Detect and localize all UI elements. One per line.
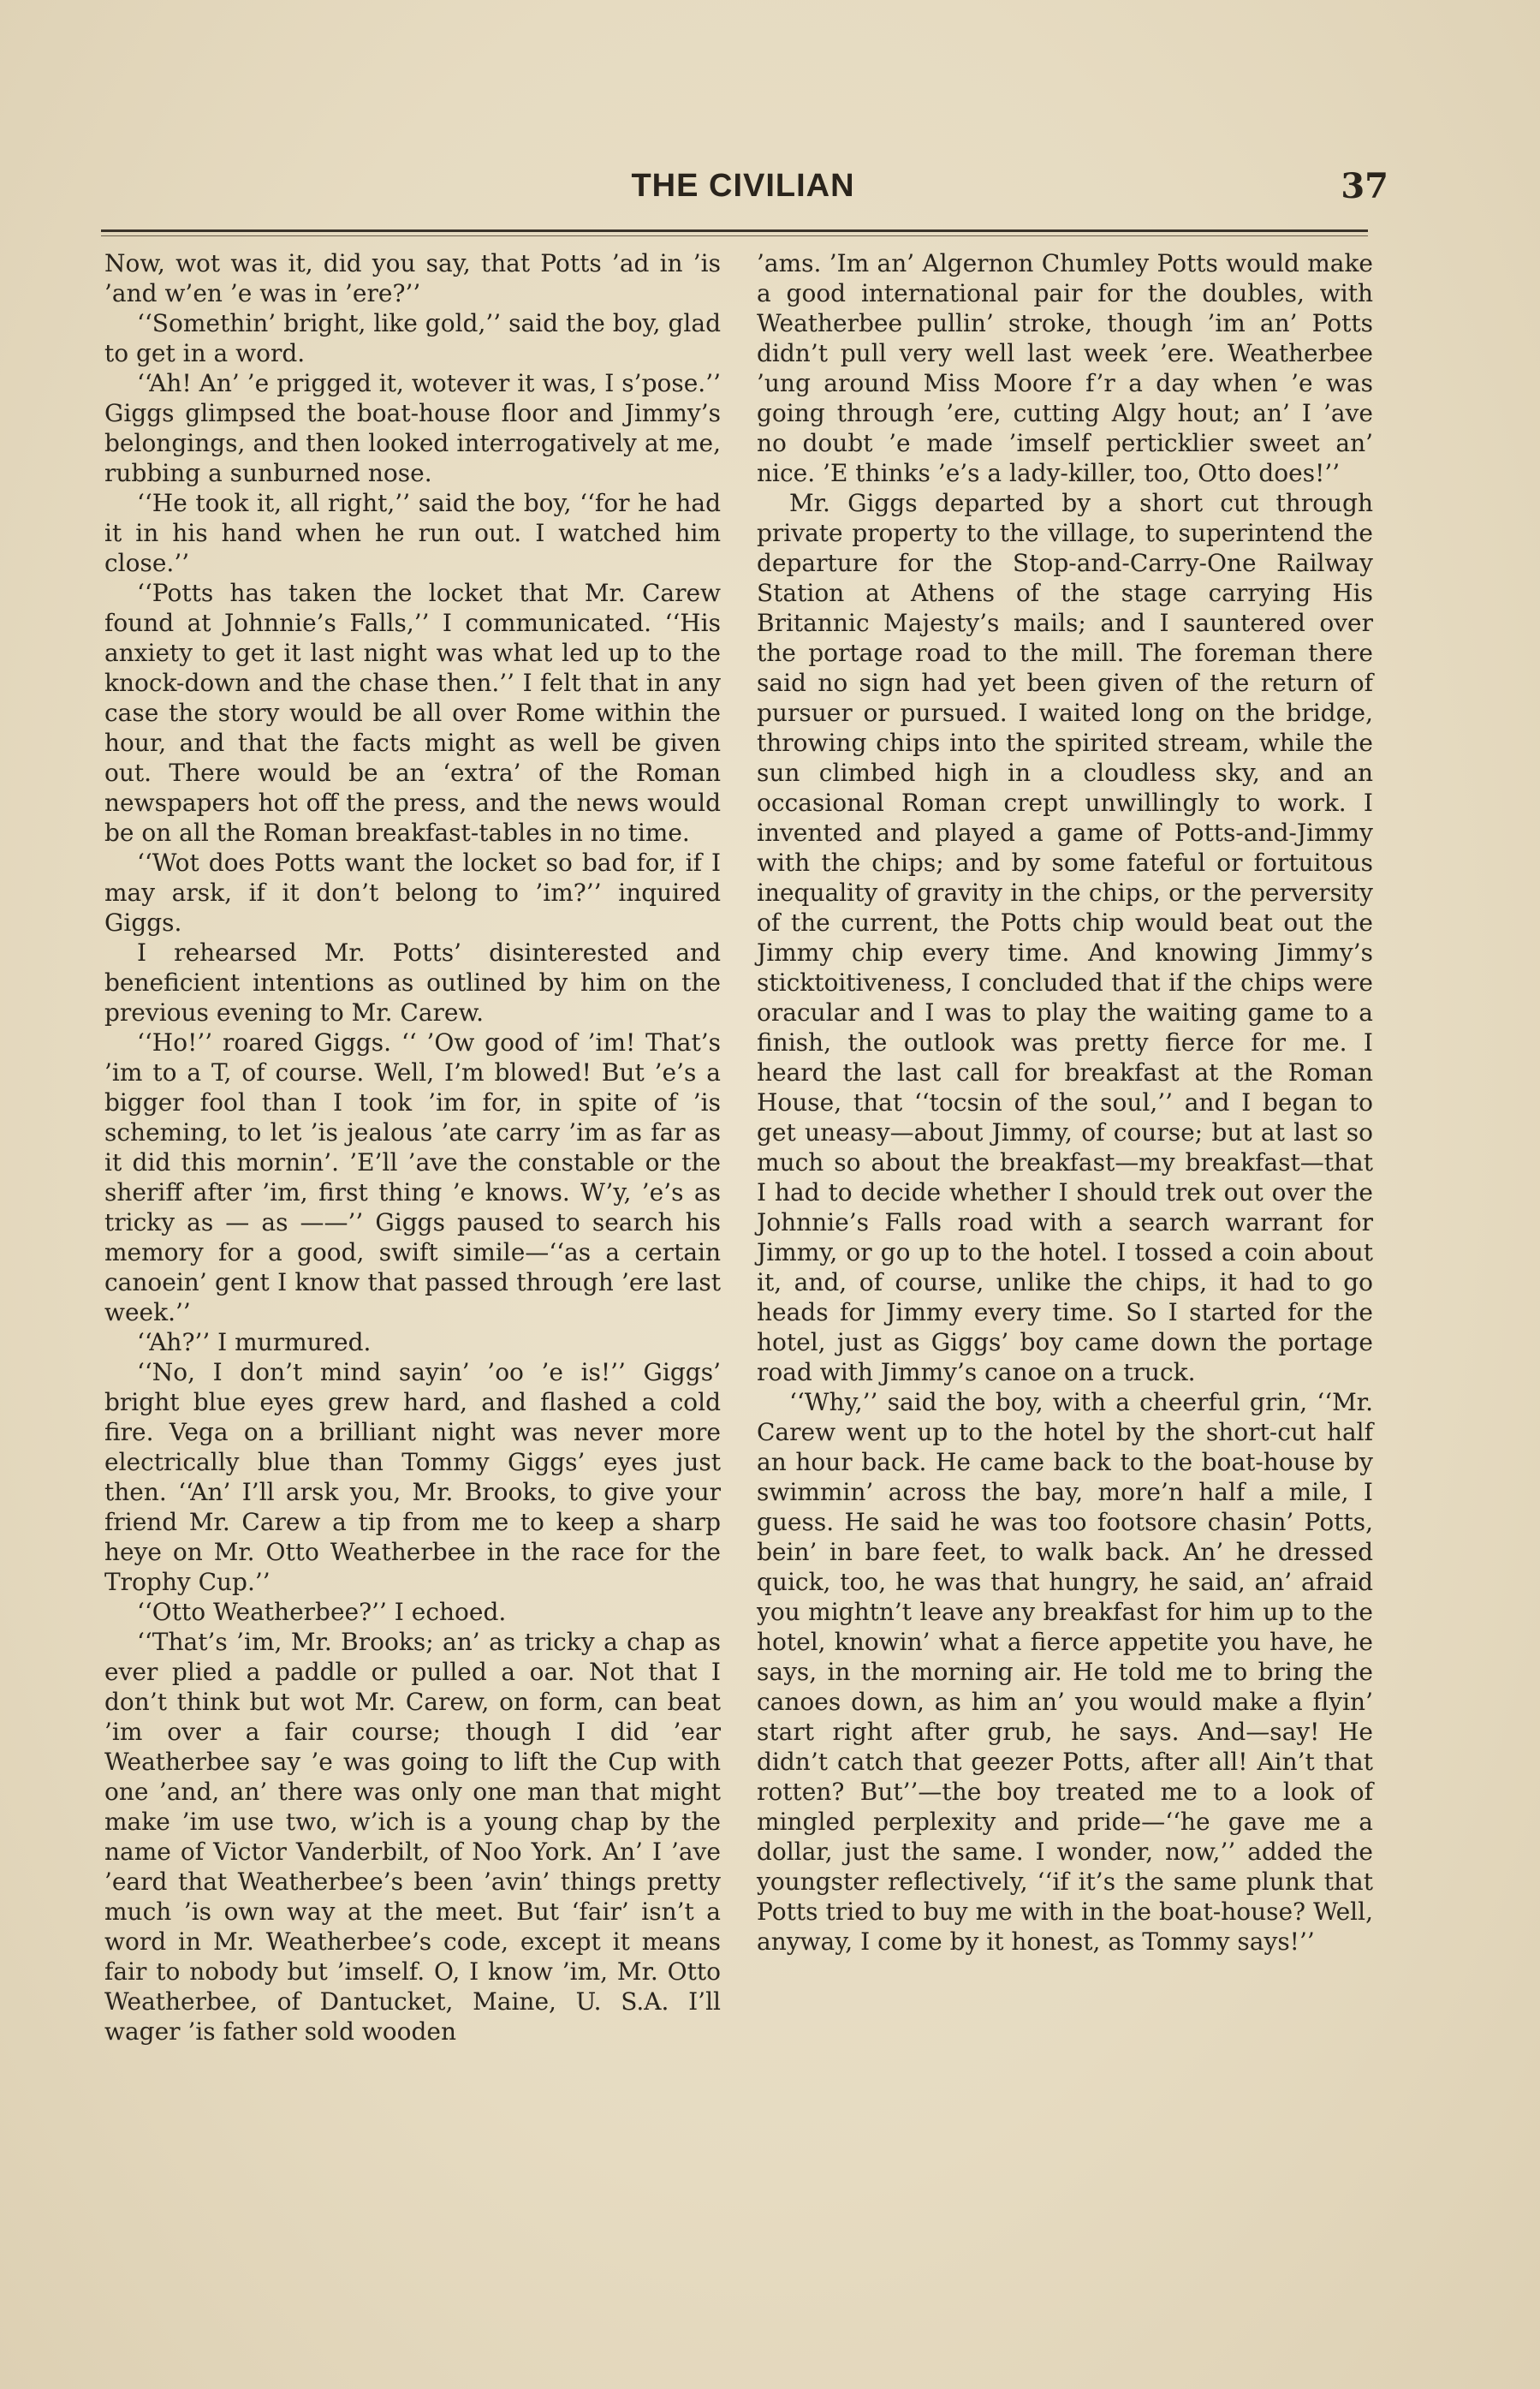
page-header xyxy=(101,166,1388,219)
paragraph: ‘‘That’s ’im, Mr. Brooks; an’ as tricky a chap as ever plied a paddle or pulled a oar. Not that I don’t think but wot Mr. Carew, on form, can beat ’im over a fair course; though I did ’ear Weatherbee say ’e was going to lift the Cup with one ’and, an’ there was only one man that might make ’im use two, w’ich is a young chap by the name of Victor Vanderbilt, of Noo York. An’ I ’ave ’eard that Weatherbee’s been ’avin’ things pretty much ’is own way at the meet. But ‘fair’ isn’t a word in Mr. Weatherbee’s code, except it means fair to nobody but ’imself. O, I know ’im, Mr. Otto Weatherbee, of Dantucket, Maine, U. S.A. I’ll wager ’is father sold wooden xyxy=(104,1628,721,2046)
right-column xyxy=(757,248,1373,1957)
paragraph: ‘‘Ho!’’ roared Giggs. ‘‘ ’Ow good of ’im! That’s ’im to a T, of course. Well, I’m blowed! But ’e’s a bigger fool than I took ’im for, in spite of ’is scheming, to let ’is jealous ’ate carry ’im as far as it did this mornin’. ’E’ll ’ave the constable or the sheriff after ’im, first thing ’e knows. W’y, ’e’s as tricky as — as ——’’ Giggs paused to search his memory for a good, swift simile—‘‘as a certain canoein’ gent I know that passed through ’ere last week.’’ xyxy=(104,1028,721,1326)
page-number: 37 xyxy=(1341,166,1388,206)
header-rule xyxy=(101,229,1368,232)
paragraph: I rehearsed Mr. Potts’ disinterested and beneficient intentions as outlined by him on the previous evening to Mr. Carew. xyxy=(104,938,721,1027)
paragraph: ‘‘He took it, all right,’’ said the boy, ‘‘for he had it in his hand when he run out. I watched him close.’’ xyxy=(104,489,721,577)
left-column xyxy=(104,248,721,2046)
paragraph: ‘‘Wot does Potts want the locket so bad for, if I may arsk, if it don’t belong to ’im?’’ inquired Giggs. xyxy=(104,849,721,937)
paragraph: ‘‘Ah! An’ ’e prigged it, wotever it was, I s’pose.’’ Giggs glimpsed the boat-house floor and Jimmy’s belongings, and then looked interrogatively at me, rubbing a sunburned nose. xyxy=(104,369,721,487)
paragraph: ‘‘Otto Weatherbee?’’ I echoed. xyxy=(137,1598,507,1626)
journal-title: THE CIVILIAN xyxy=(631,168,855,204)
paragraph: ‘‘Somethin’ bright, like gold,’’ said the boy, glad to get in a word. xyxy=(104,309,721,367)
paragraph: ‘‘Why,’’ said the boy, with a cheerful grin, ‘‘Mr. Carew went up to the hotel by the short-cut half an hour back. He came back to the boat-house by swimmin’ across the bay, more’n half a mile, I guess. He said he was too footsore chasin’ Potts, bein’ in bare feet, to walk back. An’ he dressed quick, too, he was that hungry, he said, an’ afraid you mightn’t leave any breakfast for him up to the hotel, knowin’ what a fierce appetite you have, he says, in the morning air. He told me to bring the canoes down, as him an’ you would make a flyin’ start right after grub, he says. And—say! He didn’t catch that geezer Potts, after all! Ain’t that rotten? But’’—the boy treated me to a look of mingled perplexity and pride—‘‘he gave me a dollar, just the same. I wonder, now,’’ added the youngster reflectively, ‘‘if it’s the same plunk that Potts tried to buy me with in the boat-house? Well, anyway, I come by it honest, as Tommy says!’’ xyxy=(757,1388,1373,1956)
paragraph: Mr. Giggs departed by a short cut through private property to the village, to superintend the departure for the Stop-and-Carry-One Railway Station at Athens of the stage carrying His Britannic Majesty’s mails; and I sauntered over the portage road to the mill. The foreman there said no sign had yet been given of the return of pursuer or pursued. I waited long on the bridge, throwing chips into the spirited stream, while the sun climbed high in a cloudless sky, and an occasional Roman crept unwillingly to work. I invented and played a game of Potts-and-Jimmy with the chips; and by some fateful or fortuitous inequality of gravity in the chips, or the perversity of the current, the Potts chip would beat out the Jimmy chip every time. And knowing Jimmy’s sticktoitiveness, I concluded that if the chips were oracular and I was to play the waiting game to a finish, the outlook was pretty fierce for me. I heard the last call for breakfast at the Roman House, that ‘‘tocsin of the soul,’’ and I began to get uneasy—about Jimmy, of course; but at last so much so about the breakfast—my breakfast—that I had to decide whether I should trek out over the Johnnie’s Falls road with a search warrant for Jimmy, or go up to the hotel. I tossed a coin about it, and, of course, unlike the chips, it had to go heads for Jimmy every time. So I started for the hotel, just as Giggs’ boy came down the portage road with Jimmy’s canoe on a truck. xyxy=(757,489,1373,1386)
paragraph: ’ams. ’Im an’ Algernon Chumley Potts would make a good international pair for the doubles, with Weatherbee pullin’ stroke, though ’im an’ Potts didn’t pull very well last week ’ere. Weatherbee ’ung around Miss Moore f’r a day when ’e was going through ’ere, cutting Algy hout; an’ I ’ave no doubt ’e made ’imself perticklier sweet an’ nice. ’E thinks ’e’s a lady-killer, too, Otto does!’’ xyxy=(757,249,1373,487)
paragraph: ‘‘Potts has taken the locket that Mr. Carew found at Johnnie’s Falls,’’ I communicated. ‘‘His anxiety to get it last night was what led up to the knock-down and the chase then.’’ I felt that in any case the story would be all over Rome within the hour, and that the facts might as well be given out. There would be an ‘extra’ of the Roman newspapers hot off the press, and the news would be on all the Roman breakfast-tables in no time. xyxy=(104,579,721,847)
header-rule-thin xyxy=(101,235,1368,236)
paragraph: ‘‘No, I don’t mind sayin’ ’oo ’e is!’’ Giggs’ bright blue eyes grew hard, and flashed a cold fire. Vega on a brilliant night was never more electrically blue than Tommy Giggs’ eyes just then. ‘‘An’ I’ll arsk you, Mr. Brooks, to give your friend Mr. Carew a tip from me to keep a sharp heye on Mr. Otto Weatherbee in the race for the Trophy Cup.’’ xyxy=(104,1358,721,1596)
paragraph: ‘‘Ah?’’ I murmured. xyxy=(137,1328,372,1356)
paragraph: Now, wot was it, did you say, that Potts ’ad in ’is ’and w’en ’e was in ’ere?’’ xyxy=(104,249,721,307)
